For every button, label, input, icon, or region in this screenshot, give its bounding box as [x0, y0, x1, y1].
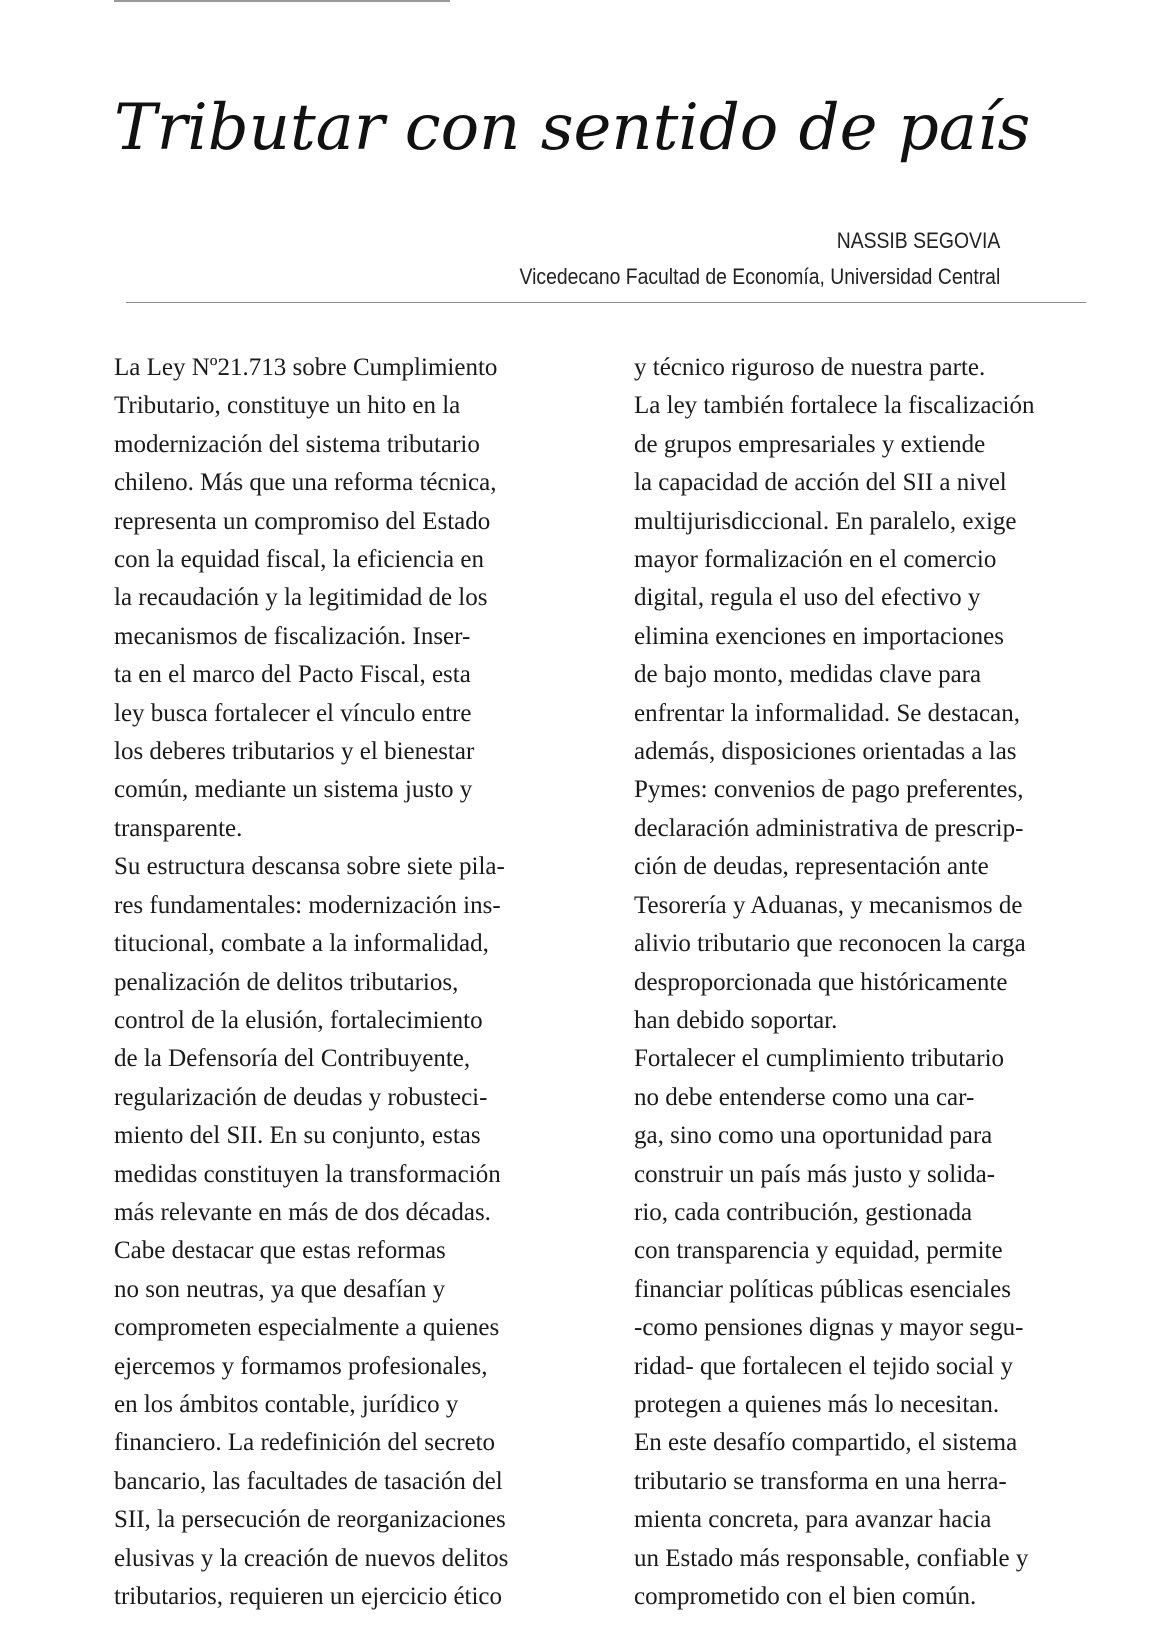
text-line: ta en el marco del Pacto Fiscal, esta — [114, 661, 471, 689]
text-line: titucional, combate a la informalidad, — [114, 930, 489, 958]
text-line: elusivas y la creación de nuevos delitos — [114, 1544, 509, 1572]
text-line: además, disposiciones orientadas a las — [634, 738, 1017, 766]
text-line: control de la elusión, fortalecimiento — [114, 1006, 483, 1034]
text-line: penalización de delitos tributarios, — [114, 968, 459, 996]
text-line: de bajo monto, medidas clave para — [634, 661, 982, 689]
text-line: ejercemos y formamos profesionales, — [114, 1352, 488, 1380]
text-line: La Ley Nº21.713 sobre Cumplimiento — [114, 354, 498, 381]
text-line: Pymes: convenios de pago preferentes, — [634, 776, 1024, 804]
text-line: protegen a quienes más lo necesitan. — [634, 1390, 1000, 1418]
text-line: res fundamentales: modernización ins- — [114, 891, 501, 919]
text-line: ridad- que fortalecen el tejido social y — [634, 1352, 1014, 1380]
text-line: En este desafío compartido, el sistema — [634, 1429, 1018, 1457]
author-name: NASSIB SEGOVIA — [836, 228, 1000, 253]
text-line: no debe entenderse como una car- — [634, 1083, 975, 1111]
text-line: declaración administrativa de prescrip- — [634, 814, 1024, 842]
text-line: representa un compromiso del Estado — [114, 507, 491, 535]
text-line: desproporcionada que históricamente — [634, 968, 1008, 996]
text-line: -como pensiones dignas y mayor segu- — [634, 1314, 1024, 1342]
text-line: comprometen especialmente a quienes — [114, 1314, 500, 1342]
text-line: financiero. La redefinición del secreto — [114, 1429, 496, 1457]
text-line: construir un país más justo y solida- — [634, 1160, 996, 1188]
author-role: Vicedecano Facultad de Economía, Universidad Central — [519, 264, 1000, 289]
text-line: más relevante en más de dos décadas. — [114, 1198, 491, 1226]
text-line: Tributario, constituye un hito en la — [114, 392, 461, 420]
byline-divider — [126, 302, 1086, 303]
text-line: SII, la persecución de reorganizaciones — [114, 1506, 506, 1534]
text-line: ley busca fortalecer el vínculo entre — [114, 699, 472, 727]
text-line: de grupos empresariales y extiende — [634, 430, 986, 458]
text-line: enfrentar la informalidad. Se destacan, — [634, 699, 1020, 727]
text-line: transparente. — [114, 814, 243, 842]
text-line: con la equidad fiscal, la eficiencia en — [114, 546, 484, 574]
text-line: digital, regula el uso del efectivo y — [634, 584, 981, 612]
text-line: mienta concreta, para avanzar hacia — [634, 1506, 992, 1534]
text-line: los deberes tributarios y el bienestar — [114, 738, 475, 766]
article-title: Tributar con sentido de país — [114, 91, 1031, 165]
text-line: financiar políticas públicas esenciales — [634, 1275, 1011, 1303]
text-line: miento del SII. En su conjunto, estas — [114, 1122, 481, 1150]
text-line: un Estado más responsable, confiable y — [634, 1544, 1029, 1572]
text-line: comprometido con el bien común. — [634, 1583, 977, 1610]
text-line: y técnico riguroso de nuestra parte. — [634, 354, 986, 381]
text-line: Su estructura descansa sobre siete pila- — [114, 853, 505, 881]
text-line: común, mediante un sistema justo y — [114, 776, 473, 804]
text-line: multijurisdiccional. En paralelo, exige — [634, 507, 1017, 535]
byline — [454, 226, 1000, 292]
top-rule — [114, 0, 450, 2]
text-line: Fortalecer el cumplimiento tributario — [634, 1045, 1005, 1073]
text-line: mayor formalización en el comercio — [634, 546, 997, 574]
text-line: elimina exenciones en importaciones — [634, 622, 1005, 650]
text-line: con transparencia y equidad, permite — [634, 1237, 1003, 1265]
text-line: ción de deudas, representación ante — [634, 853, 989, 881]
text-line: chileno. Más que una reforma técnica, — [114, 469, 497, 497]
text-line: han debido soportar. — [634, 1006, 838, 1034]
text-line: medidas constituyen la transformación — [114, 1160, 501, 1188]
text-line: rio, cada contribución, gestionada — [634, 1198, 973, 1226]
text-line: de la Defensoría del Contribuyente, — [114, 1045, 471, 1073]
text-line: mecanismos de fiscalización. Inser- — [114, 622, 471, 650]
text-line: Tesorería y Aduanas, y mecanismos de — [634, 891, 1023, 919]
text-line: regularización de deudas y robusteci- — [114, 1083, 488, 1111]
article-column-left — [114, 349, 604, 1616]
text-line: la recaudación y la legitimidad de los — [114, 584, 488, 612]
text-line: tributarios, requieren un ejercicio ético — [114, 1583, 503, 1610]
text-line: Cabe destacar que estas reformas — [114, 1237, 446, 1265]
text-line: modernización del sistema tributario — [114, 430, 480, 458]
article-column-right — [634, 349, 1134, 1616]
text-line: La ley también fortalece la fiscalización — [634, 392, 1035, 420]
text-line: en los ámbitos contable, jurídico y — [114, 1390, 459, 1418]
text-line: la capacidad de acción del SII a nivel — [634, 469, 1007, 497]
text-line: tributario se transforma en una herra- — [634, 1467, 1007, 1495]
text-line: bancario, las facultades de tasación del — [114, 1467, 503, 1495]
text-line: no son neutras, ya que desafían y — [114, 1275, 446, 1303]
text-line: ga, sino como una oportunidad para — [634, 1122, 993, 1150]
text-line: alivio tributario que reconocen la carga — [634, 930, 1026, 958]
